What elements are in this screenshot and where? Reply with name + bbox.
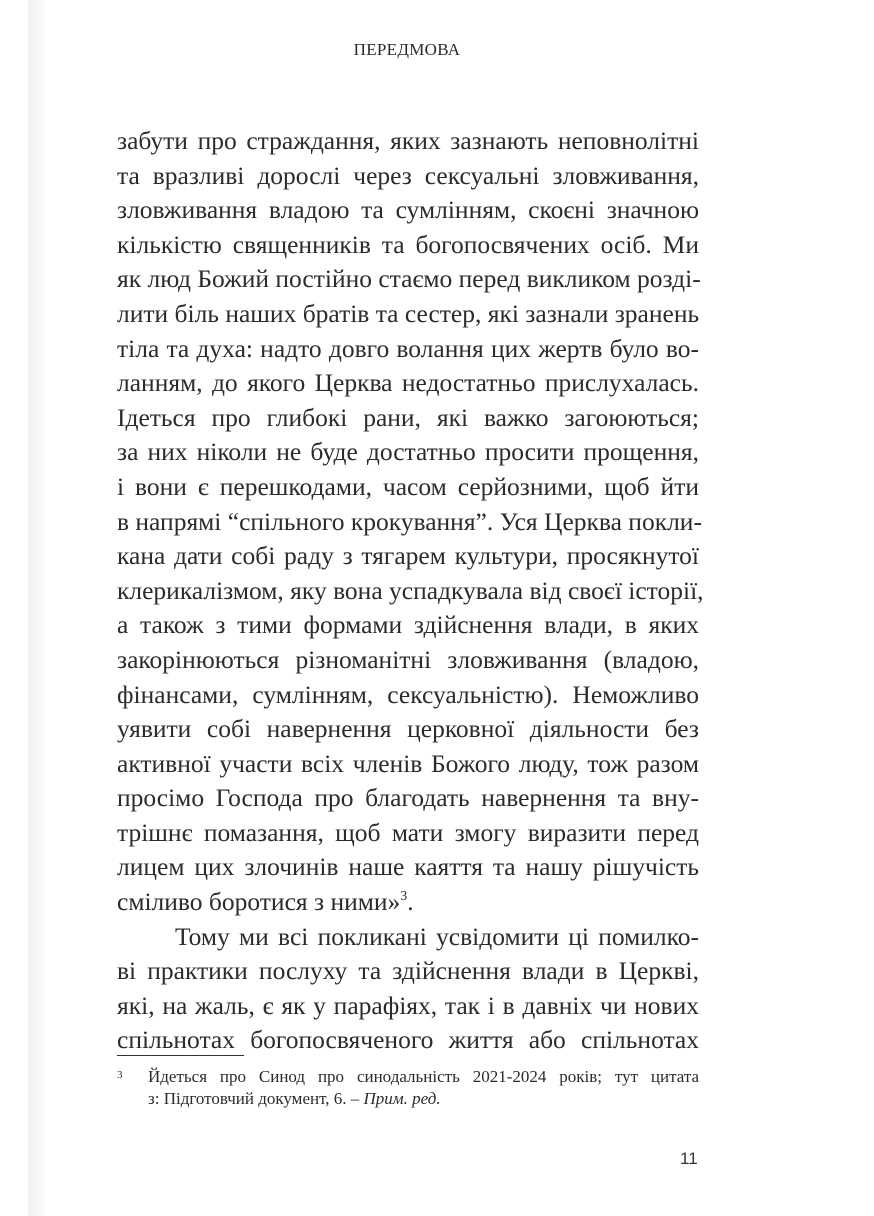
- text-line: в напрямі “спільного крокування”. Уся Церква покли-: [117, 506, 702, 536]
- footnote-text: з: Підготовчий документ, 6. –: [148, 1089, 364, 1108]
- footnote-reference[interactable]: 3: [400, 889, 408, 905]
- text-line-quote-end: сміливо боротися з ними»$^3$.: [117, 887, 414, 917]
- text-line: тіла та духа: надто довго волання цих жертв було во-: [117, 333, 699, 363]
- text-line: лити біль наших братів та сестер, які зазнали зранень: [117, 298, 700, 328]
- text-line: активної участи всіх членів Божого люду, тож разом: [117, 748, 699, 778]
- text-line: а також з тими формами здійснення влади, в яких: [117, 610, 699, 640]
- text-line: трішнє помазання, щоб мати змогу виразити перед: [117, 817, 699, 847]
- text-line: ві практики послуху та здійснення влади в Церкві,: [117, 956, 699, 986]
- text-line: фінансами, сумлінням, сексуальністю). Неможливо: [117, 679, 699, 709]
- text-line: закорінюються різноманітні зловживання (владою,: [117, 644, 699, 674]
- body-text: [117, 124, 704, 1058]
- text-line: лицем цих злочинів наше каяття та нашу рішучість: [117, 852, 699, 882]
- text-line: і вони є перешкодами, часом серйозними, щоб йти: [117, 471, 699, 501]
- footnote-divider: [117, 1055, 244, 1056]
- running-head: ПЕРЕДМОВА: [353, 40, 461, 59]
- text-line: ланням, до якого Церква недостатньо прислухалась.: [117, 368, 699, 398]
- footnote: [117, 1066, 699, 1110]
- editor-note: Прим. ред.: [363, 1089, 441, 1108]
- text-line: кількістю священників та богопосвячених осіб. Ми: [117, 229, 699, 259]
- text-line: за них ніколи не буде достатньо просити прощення,: [117, 437, 699, 467]
- text-line: зловживання владою та сумлінням, скоєні значною: [117, 195, 699, 225]
- text-line: які, на жаль, є як у парафіях, так і в давніх чи нових: [117, 990, 699, 1020]
- footnote-line: [148, 1088, 699, 1110]
- footnote-line: Йдеться про Синод про синодальність 2021-2024 років; тут цитата: [148, 1067, 699, 1086]
- text-line: уявити собі навернення церковної діяльности без: [117, 714, 699, 744]
- text-line: спільнотах богопосвяченого життя або спільнотах: [117, 1025, 699, 1055]
- page-gutter-shadow: [28, 0, 48, 1216]
- text-line: просімо Господа про благодать навернення та вну-: [117, 783, 699, 813]
- footnote-number: 3: [117, 1069, 123, 1081]
- page-number: 11: [680, 1149, 698, 1168]
- text-line-paragraph-start: Тому ми всі покликані усвідомити ці помилко-: [175, 921, 699, 951]
- footnote-body: [117, 1066, 699, 1110]
- text-line: кана дати собі раду з тягарем культури, просякнутої: [117, 541, 699, 571]
- text-line: Ідеться про глибокі рани, які важко загоюються;: [117, 402, 699, 432]
- quote-end-text: сміливо боротися з ними»: [117, 887, 401, 917]
- text-line: як люд Божий постійно стаємо перед викликом розді-: [117, 264, 701, 294]
- text-line: клерикалізмом, яку вона успадкувала від своєї історії,: [117, 575, 704, 605]
- text-line: та вразливі дорослі через сексуальні зловживання,: [117, 160, 699, 190]
- text-line: забути про страждання, яких зазнають неповнолітні: [117, 126, 699, 155]
